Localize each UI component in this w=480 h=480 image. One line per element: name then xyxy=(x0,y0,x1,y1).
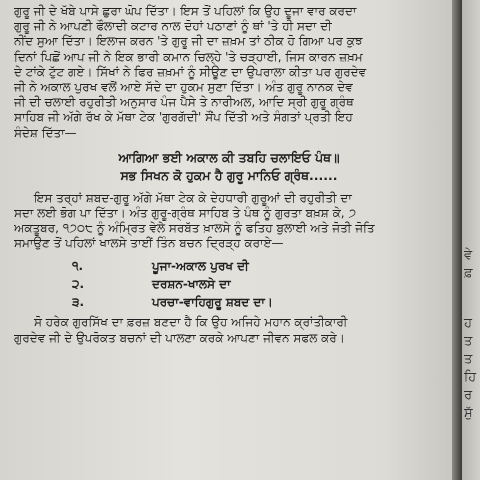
verse-block xyxy=(14,149,444,185)
text-line: ਨੀਂਦ ਸੁਆ ਦਿੱਤਾ। ਇਲਾਜ ਕਰਨ 'ਤੇ ਗੁਰੂ ਜੀ ਦਾ ਜ਼ਖ਼ਮ ਤਾਂ ਠੀਕ ਹੋ ਗਿਆ ਪਰ ਕੁਝ xyxy=(14,34,363,49)
text-line: ਸੰਦੇਸ਼ ਦਿੱਤਾ— xyxy=(14,125,77,140)
text-line: ਸਦਾ ਲਈ ਭੋਗ ਪਾ ਦਿੱਤਾ। ਅੰਤ ਗੁਰੂ-ਗ੍ਰੰਥ ਸਾਹਿਬ ਤੇ ਪੰਥ ਨੂੰ ਗੁਰਤਾ ਬਖ਼ਸ਼ ਕੇ, ੭ xyxy=(14,205,357,220)
list-text: ਪਰਚਾ-ਵਾਹਿਗੁਰੂ ਸ਼ਬਦ ਦਾ। xyxy=(152,295,273,310)
adjacent-text-fragment: ਵੇ xyxy=(464,248,473,263)
list-item xyxy=(14,257,444,275)
text-line: ਦੇ ਟਾਂਕੇ ਟੁੱਟ ਗਏ। ਸਿੱਖਾਂ ਨੇ ਫਿਰ ਜ਼ਖ਼ਮਾਂ ਨੂੰ ਸੀਊਣ ਦਾ ਉਪਰਾਲਾ ਕੀਤਾ ਪਰ ਗੁਰਦੇਵ xyxy=(14,64,367,79)
text-line: ਜੀ ਨੇ ਅਕਾਲ ਪੁਰਖ ਵਲੋਂ ਆਏ ਸੱਦੇ ਦਾ ਹੁਕਮ ਸੁਣਾ ਦਿੱਤਾ। ਅੰਤ ਗੁਰੂ ਨਾਨਕ ਦੇਵ xyxy=(14,79,353,94)
adjacent-text-fragment: ਸੁੱ xyxy=(464,406,473,421)
page-text xyxy=(14,4,444,346)
verse-line: ਆਗਿਆ ਭਈ ਅਕਾਲ ਕੀ ਤਬਹਿ ਚਲਾਇਓ ਪੰਥ॥ xyxy=(118,149,340,165)
adjacent-text-fragment: ਫ਼ xyxy=(464,266,473,281)
list-item xyxy=(14,293,444,311)
adjacent-text-fragment: ਰ xyxy=(464,388,473,403)
adjacent-text-fragment: ਤ xyxy=(464,334,473,349)
text-line: ਗੁਰੂ ਜੀ ਦੇ ਖੱਬੇ ਪਾਸੇ ਛੁਰਾ ਘੋਪ ਦਿੱਤਾ। ਇਸ ਤੋਂ ਪਹਿਲਾਂ ਕਿ ਉਹ ਦੂਜਾ ਵਾਰ ਕਰਦਾ xyxy=(14,4,357,18)
numbered-list xyxy=(14,257,444,311)
adjacent-text-fragment: ਤ xyxy=(464,352,473,367)
paragraph-3 xyxy=(14,315,444,345)
list-number: ੩. xyxy=(72,295,85,310)
list-text: ਪੂਜਾ-ਅਕਾਲ ਪੁਰਖ ਦੀ xyxy=(152,259,249,274)
text-line: ਗੁਰੂ ਜੀ ਨੇ ਆਪਣੀ ਫੌਲਾਦੀ ਕਟਾਰ ਨਾਲ ਦੋਹਾਂ ਪਠਾਣਾਂ ਨੂੰ ਥਾਂ 'ਤੇ ਹੀ ਸਦਾ ਦੀ xyxy=(14,19,332,34)
text-line: ਦਿਨਾਂ ਪਿਛੋਂ ਆਪ ਜੀ ਨੇ ਇਕ ਭਾਰੀ ਕਮਾਨ ਚਿਲ੍ਹੇ 'ਤੇ ਚੜ੍ਹਾਈ, ਜਿਸ ਕਾਰਨ ਜ਼ਖ਼ਮ xyxy=(14,49,363,64)
verse-line: ਸਭ ਸਿਖਨ ਕੋ ਹੁਕਮ ਹੈ ਗੁਰੂ ਮਾਨਿਓ ਗ੍ਰੰਥ...... xyxy=(120,167,338,183)
list-number: ੨. xyxy=(72,277,85,292)
text-line: ਜੀ ਦੀ ਚਲਾਈ ਰਹੁਰੀਤੀ ਅਨੁਸਾਰ ਪੰਜ ਪੈਸੇ ਤੇ ਨਾਰੀਅਲ, ਆਦਿ ਸ੍ਰੀ ਗੁਰੂ ਗ੍ਰੰਥ xyxy=(14,95,354,110)
text-line: ਸਮਾਉਣ ਤੋਂ ਪਹਿਲਾਂ ਖਾਲਸੇ ਤਾਈਂ ਤਿੰਨ ਬਚਨ ਦ੍ਰਿੜ੍ਹ ਕਰਾਏ— xyxy=(14,236,284,251)
adjacent-page-edge xyxy=(462,0,480,480)
list-item xyxy=(14,275,444,293)
text-line: ਅਕਤੂਬਰ, ੧੭੦੮ ਨੂੰ ਅੰਮ੍ਰਿਤ ਵੇਲੇ ਸਰਬੱਤ ਖ਼ਾਲਸੇ ਨੂੰ ਫਤਿਹ ਬੁਲਾਈ ਅਤੇ ਜੋਤੀ ਜੋਤਿ xyxy=(14,221,375,236)
list-text: ਦਰਸ਼ਨ-ਖਾਲਸੇ ਦਾ xyxy=(152,277,231,292)
paragraph-2 xyxy=(14,191,444,252)
paragraph-1 xyxy=(14,4,444,141)
adjacent-text-fragment: ਹ xyxy=(464,316,472,331)
text-line: ਗੁਰਦੇਵ ਜੀ ਦੇ ਉਪਰੋਕਤ ਬਚਨਾਂ ਦੀ ਪਾਲਣਾ ਕਰਕੇ ਆਪਣਾ ਜੀਵਨ ਸਫਲ ਕਰੇ। xyxy=(14,330,345,345)
text-line: ਸੋ ਹਰੇਕ ਗੁਰਸਿੱਖ ਦਾ ਫ਼ਰਜ਼ ਬਣਦਾ ਹੈ ਕਿ ਉਹ ਅਜਿਹੇ ਮਹਾਨ ਕ੍ਰਾਂਤੀਕਾਰੀ xyxy=(34,315,348,330)
text-line: ਸਾਹਿਬ ਜੀ ਅੱਗੇ ਰੱਖ ਕੇ ਮੱਥਾ ਟੇਕ 'ਗੁਰਗੱਦੀ' ਸੌਂਪ ਦਿੱਤੀ ਅਤੇ ਸੰਗਤਾਂ ਪ੍ਰਤੀ ਇਹ xyxy=(14,110,353,125)
book-gutter xyxy=(452,0,462,480)
adjacent-text-fragment: ਹਿ xyxy=(464,370,477,385)
text-line: ਇਸ ਤਰ੍ਹਾਂ ਸ਼ਬਦ-ਗੁਰੂ ਅੱਗੇ ਮੱਥਾ ਟੇਕ ਕੇ ਦੇਹਧਾਰੀ ਗੁਰੂਆਂ ਦੀ ਰਹੁਰੀਤੀ ਦਾ xyxy=(34,190,352,205)
list-number: ੧. xyxy=(72,259,84,274)
